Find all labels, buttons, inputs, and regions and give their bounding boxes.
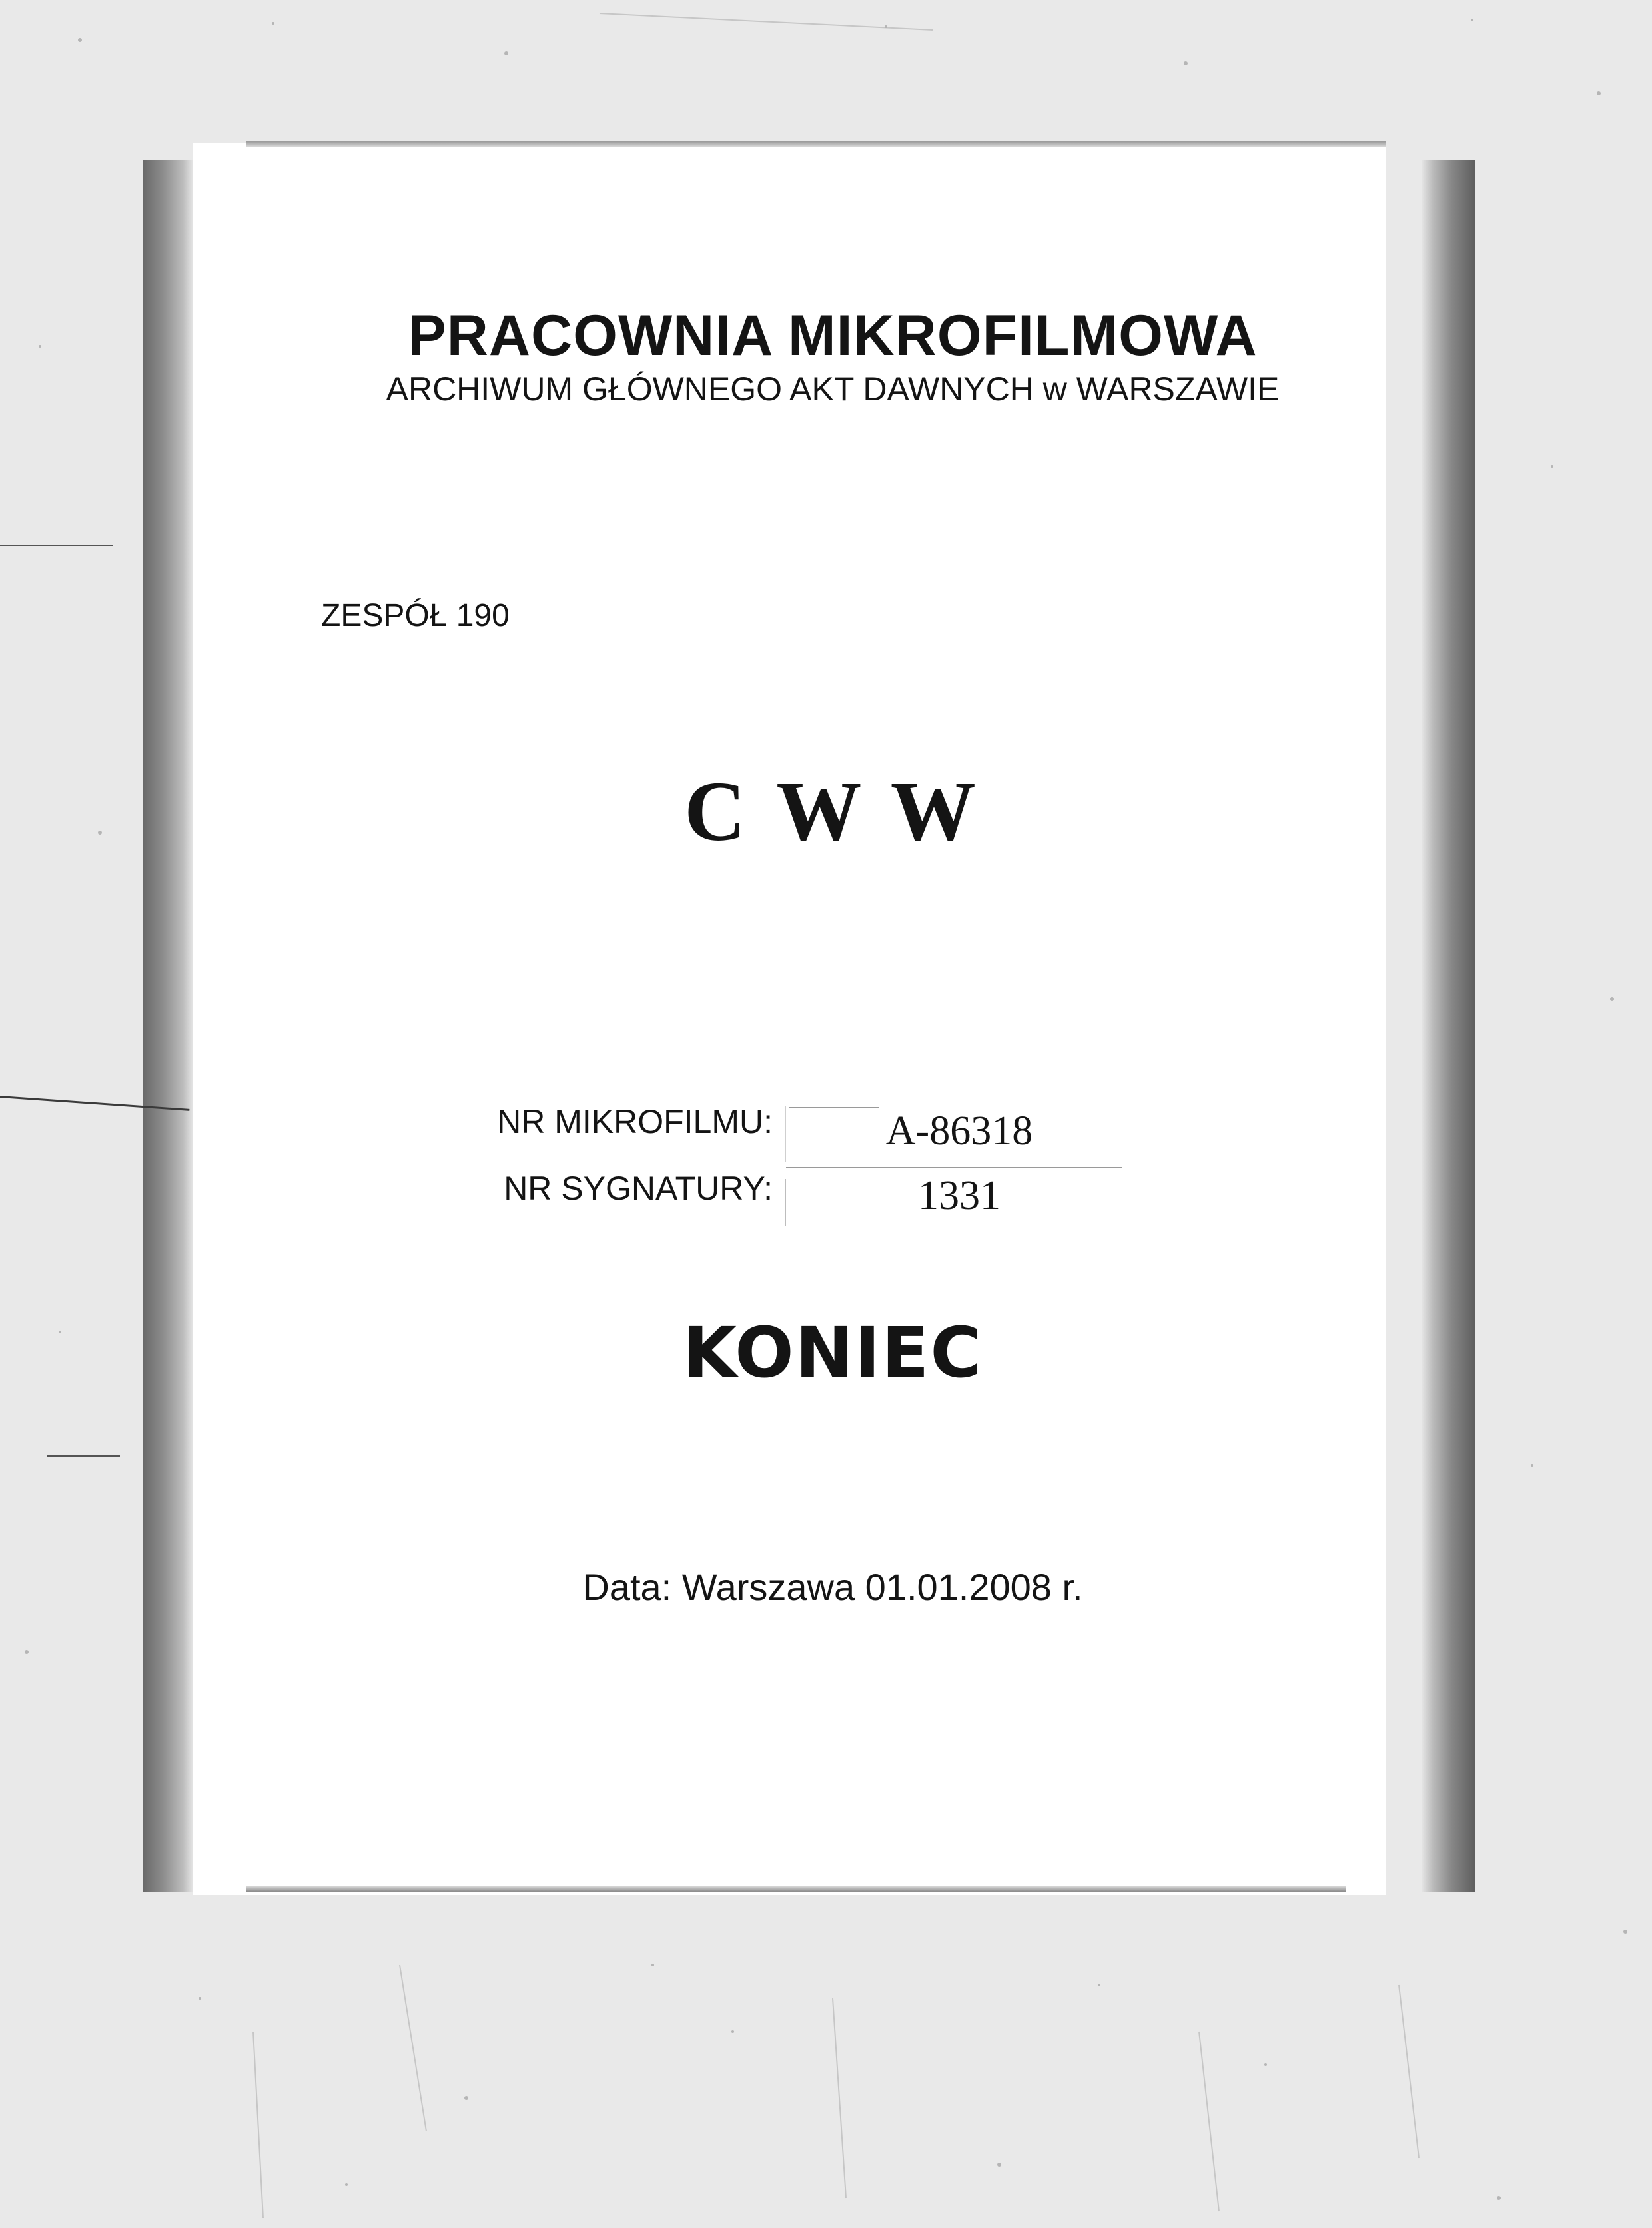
signature-number-label: NR SYGNATURY:	[504, 1170, 773, 1207]
fonds-number: ZESPÓŁ 190	[321, 598, 510, 633]
scan-scratch	[47, 1455, 120, 1457]
card-top-edge	[246, 141, 1386, 147]
archive-subtitle: ARCHIWUM GŁÓWNEGO AKT DAWNYCH w WARSZAWIE	[386, 370, 1280, 408]
end-marker: KONIEC	[683, 1312, 983, 1393]
date-line: Data: Warszawa 01.01.2008 r.	[582, 1566, 1083, 1608]
field-rule	[789, 1107, 879, 1108]
microfilm-number-label: NR MIKROFILMU:	[497, 1103, 773, 1140]
signature-number-value: 1331	[918, 1173, 1001, 1218]
field-rule	[786, 1167, 1122, 1168]
card-bottom-edge	[246, 1886, 1346, 1892]
field-rule	[785, 1179, 786, 1226]
collection-name: C W W	[684, 764, 981, 859]
field-rule	[785, 1106, 786, 1162]
card-left-edge-shadow	[143, 160, 193, 1892]
microfilm-number-value: A-86318	[885, 1108, 1033, 1154]
workshop-title: PRACOWNIA MIKROFILMOWA	[408, 304, 1258, 368]
scan-scratch	[0, 545, 113, 546]
card-right-edge-shadow	[1422, 160, 1475, 1892]
